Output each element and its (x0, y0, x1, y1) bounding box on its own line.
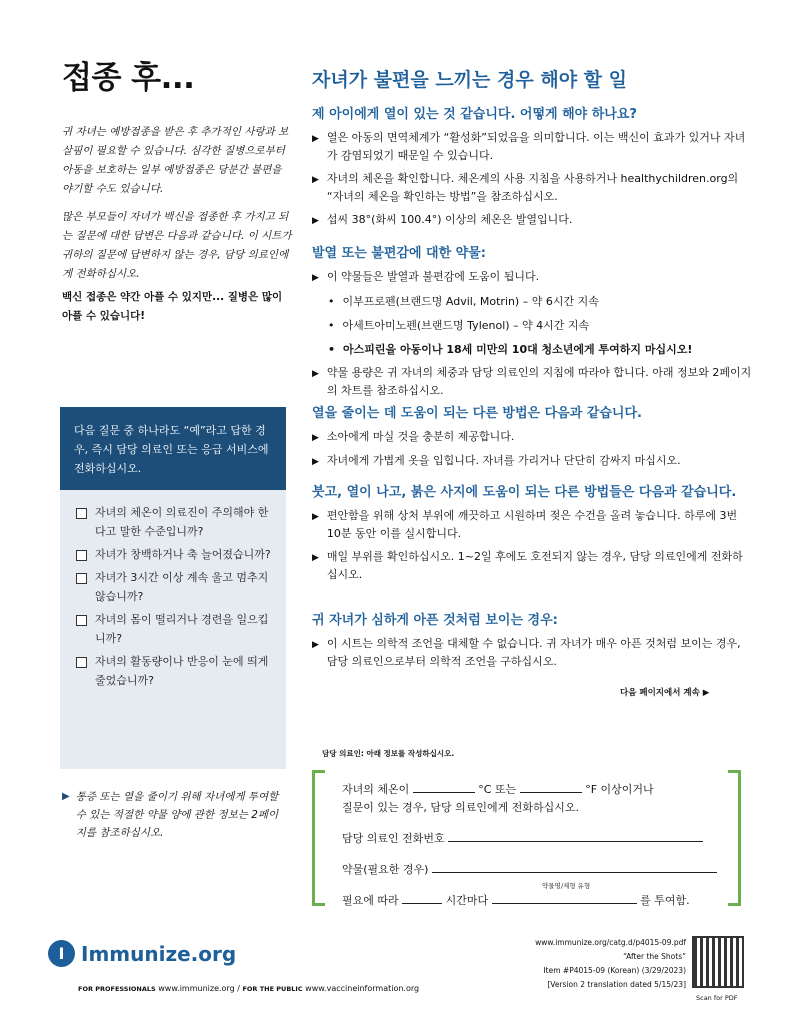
section-heading: 발열 또는 불편감에 대한 약물: (312, 246, 486, 261)
form-row-temperature: 자녀의 체온이 °C 또는 °F 이상이거나 질문이 있는 경우, 담당 의료인에게 전화하십시오. (342, 780, 722, 817)
list-item: ▶ 이 시트는 의학적 조언을 대체할 수 없습니다. 귀 자녀가 매우 아픈 것처럼 보이는 경우, 담당 의료인으로부터 의학적 조언을 구하십시오. (312, 635, 752, 671)
fahrenheit-field[interactable] (520, 780, 582, 793)
form-row-phone: 담당 의료인 전화번호 (342, 829, 722, 848)
provider-form (342, 780, 722, 922)
question-item: 자녀의 체온이 의료진이 주의해야 한다고 말한 수준입니까? (76, 503, 276, 541)
checkbox[interactable] (76, 657, 87, 668)
bullet-item: • 아세트아미노펜(브랜드명 Tylenol) – 약 4시간 지속 (328, 319, 590, 332)
intro-paragraph-1: 귀 자녀는 예방접종을 받은 후 추가적인 사랑과 보살핌이 필요할 수 있습니다. 심각한 질병으로부터 아동을 보호하는 일부 예방접종은 당분간 불편을 야기할 수도 있습니다. (62, 126, 289, 195)
celsius-field[interactable] (413, 780, 475, 793)
bullet-item: • 이부프로펜(브랜드명 Advil, Motrin) – 약 6시간 지속 (328, 295, 599, 308)
form-row-medication: 약물(필요한 경우) 약물명/제형 유형 (342, 860, 722, 879)
intro-text (62, 123, 294, 293)
question-box (60, 407, 286, 769)
bullet-item-warning: • 아스피린을 아동이나 18세 미만의 10대 청소년에게 투여하지 마십시오! (328, 343, 693, 356)
qr-code-icon[interactable] (692, 936, 744, 988)
list-item: ▶ 편안함을 위해 상처 부위에 깨끗하고 시원하며 젖은 수건을 올려 놓습니다. 하루에 3번 10분 동안 이를 실시합니다. (312, 507, 752, 543)
medication-sublabel: 약물명/제형 유형 (542, 882, 591, 890)
section-swelling (312, 483, 752, 584)
immunize-logo (48, 940, 236, 967)
section-very-sick (312, 611, 752, 671)
pain-note: 백신 접종은 약간 아플 수 있지만... 질병은 많이 아플 수 있습니다! (62, 291, 283, 322)
list-item: ▶ 소아에게 마실 것을 충분히 제공합니다. (312, 428, 752, 447)
footer-links: FOR PROFESSIONALS www.immunize.org / FOR THE PUBLIC www.vaccineinformation.org (78, 984, 420, 993)
checkbox[interactable] (76, 573, 87, 584)
phone-field[interactable] (448, 829, 703, 842)
qr-label: Scan for PDF (696, 994, 738, 1002)
section-fever (312, 105, 752, 230)
question-item: 자녀의 활동량이나 반응이 눈에 띄게 줄었습니까? (76, 652, 276, 690)
checkbox[interactable] (76, 508, 87, 519)
checkbox[interactable] (76, 615, 87, 626)
list-item: ▶ 이 약물들은 발열과 불편감에 도움이 됩니다. (312, 268, 752, 287)
section-heading: 제 아이에게 열이 있는 것 같습니다. 어떻게 해야 하나요? (312, 107, 637, 122)
triangle-icon: ▶ (312, 369, 319, 379)
checkbox[interactable] (76, 550, 87, 561)
document-meta: www.immunize.org/catg.d/p4015-09.pdf “After the Shots” Item #P4015-09 (Korean) (3/29/2023) [Version 2 translation dated 5/15/23] (535, 938, 686, 989)
list-item: ▶ 자녀의 체온을 확인합니다. 체온계의 사용 지침을 사용하거나 healthychildren.org의 “자녀의 체온을 확인하는 방법”을 참조하십시오. (312, 170, 752, 206)
question-item: 자녀가 창백하거나 축 늘어졌습니까? (76, 545, 276, 564)
section-reduce-fever (312, 404, 752, 471)
section-heading: 붓고, 열이 나고, 붉은 사지에 도움이 되는 다른 방법들은 다음과 같습니다. (312, 485, 737, 500)
dosage-reference-note: ▶ 통증 또는 열을 줄이기 위해 자녀에게 투여할 수 있는 적절한 약물 양에 관한 정보는 2페이지를 참조하십시오. (62, 788, 288, 842)
list-item: ▶ 자녀에게 가볍게 옷을 입힙니다. 자녀를 가리거나 단단히 감싸지 마십시오. (312, 452, 752, 471)
question-box-heading: 다음 질문 중 하나라도 “예”라고 답한 경우, 즉시 담당 의료인 또는 응급 서비스에 전화하십시오. (60, 407, 286, 490)
logo-mark-icon: I (48, 940, 75, 967)
section-heading: 귀 자녀가 심하게 아픈 것처럼 보이는 경우: (312, 613, 558, 628)
triangle-icon: ▶ (312, 175, 319, 185)
form-label: 담당 의료인: 아래 정보를 작성하십시오. (322, 749, 455, 758)
list-item: ▶ 매일 부위를 확인하십시오. 1~2일 후에도 호전되지 않는 경우, 담당 의료인에게 전화하십시오. (312, 548, 752, 584)
form-row-dosing: 필요에 따라 시간마다 를 투여함. (342, 891, 722, 910)
section-heading: 열을 줄이는 데 도움이 되는 다른 방법은 다음과 같습니다. (312, 406, 642, 421)
question-list (76, 503, 276, 694)
list-item: ▶ 섭씨 38°(화씨 100.4°) 이상의 체온은 발열입니다. (312, 211, 752, 230)
logo-text: Immunize.org (81, 941, 237, 966)
triangle-icon: ▶ (312, 216, 319, 226)
form-bracket-right (728, 770, 741, 906)
section-medication (312, 244, 752, 400)
list-item: ▶ 열은 아동의 면역체계가 “활성화”되었음을 의미합니다. 이는 백신이 효과가 있거나 자녀가 감염되었기 때문일 수 있습니다. (312, 129, 752, 165)
professional-url[interactable]: www.immunize.org (158, 984, 235, 993)
intro-paragraph-2: 많은 부모들이 자녀가 백신을 접종한 후 가지고 되는 질문에 대한 답변은 다음과 같습니다. 이 시트가 귀하의 질문에 답변하지 않는 경우, 담당 의료인에게 전화하십시오. (62, 211, 292, 280)
continued-next-page: 다음 페이지에서 계속 ▶ (620, 688, 710, 698)
main-title: 자녀가 불편을 느끼는 경우 해야 할 일 (312, 69, 627, 91)
hours-field[interactable] (402, 891, 442, 904)
question-item: 자녀의 몸이 떨리거나 경련을 일으킵니까? (76, 610, 276, 648)
page-title: 접종 후... (62, 60, 195, 96)
triangle-icon: ▶ (312, 273, 319, 283)
triangle-icon: ▶ (62, 791, 70, 802)
triangle-icon: ▶ (312, 553, 319, 563)
medication-field[interactable] (432, 860, 717, 873)
list-item: ▶ 약물 용량은 귀 자녀의 체중과 담당 의료인의 지침에 따라야 합니다. 아래 정보와 2페이지의 차트를 참조하십시오. (312, 364, 752, 400)
triangle-icon: ▶ (312, 457, 319, 467)
triangle-icon: ▶ (312, 640, 319, 650)
public-url[interactable]: www.vaccineinformation.org (305, 984, 420, 993)
triangle-icon: ▶ (312, 512, 319, 522)
question-item: 자녀가 3시간 이상 계속 울고 멈추지 않습니까? (76, 568, 276, 606)
triangle-icon: ▶ (312, 433, 319, 443)
form-bracket-left (312, 770, 325, 906)
triangle-icon: ▶ (312, 134, 319, 144)
